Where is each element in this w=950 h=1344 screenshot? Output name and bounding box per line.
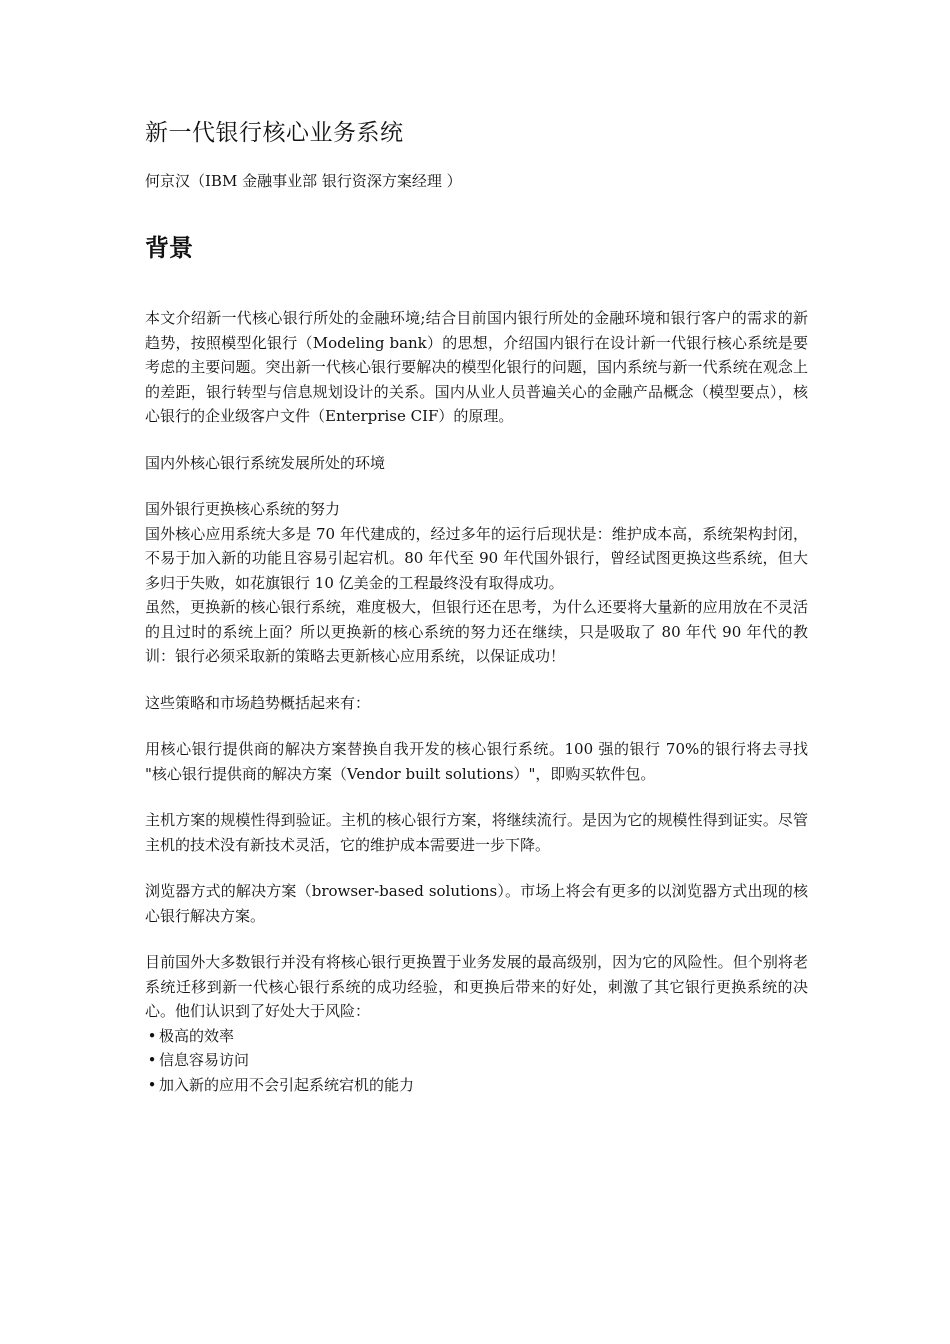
spacer bbox=[145, 857, 808, 879]
foreign-efforts-subheading: 国外银行更换核心系统的努力 bbox=[145, 500, 341, 518]
list-item-text: 信息容易访问 bbox=[159, 1051, 250, 1069]
strategy-paragraph-1: 用核心银行提供商的解决方案替换自我开发的核心银行系统。100 强的银行 70%的银行将去寻找 "核心银行提供商的解决方案（Vendor built solutions）"，即购买软件包。 bbox=[145, 740, 808, 783]
list-item-text: 极高的效率 bbox=[159, 1026, 235, 1045]
strategy-paragraph-2: 主机方案的规模性得到验证。主机的核心银行方案，将继续流行。是因为它的规模性得到证实。尽管主机的技术没有新技术灵活，它的维护成本需要进一步下降。 bbox=[145, 811, 808, 854]
risk-paragraph: 目前国外大多数银行并没有将核心银行更换置于业务发展的最高级别，因为它的风险性。但个别将老系统迁移到新一代核心银行系统的成功经验，和更换后带来的好处，刺激了其它银行更换系统的决心。他们认识到了好处大于风险： bbox=[145, 953, 808, 1020]
list-item-text: 加入新的应用不会引起系统宕机的能力 bbox=[159, 1075, 415, 1094]
spacer bbox=[145, 475, 808, 497]
strategies-intro: 这些策略和市场趋势概括起来有： bbox=[145, 693, 371, 712]
document-title: 新一代银行核心业务系统 bbox=[145, 120, 404, 146]
environment-subheading: 国内外核心银行系统发展所处的环境 bbox=[145, 453, 386, 472]
author-line: 何京汉（IBM 金融事业部 银行资深方案经理 ） bbox=[145, 172, 462, 190]
strategy-paragraph-3: 浏览器方式的解决方案（browser-based solutions）。市场上将会有更多的以浏览器方式出现的核心银行解决方案。 bbox=[145, 882, 808, 925]
bullet-marker: • bbox=[147, 1051, 157, 1069]
list-item bbox=[145, 1024, 808, 1049]
section-heading: 背景 bbox=[145, 234, 193, 262]
document-page bbox=[145, 118, 808, 1097]
spacer bbox=[145, 429, 808, 451]
spacer bbox=[145, 928, 808, 950]
list-item bbox=[145, 1073, 808, 1098]
spacer bbox=[145, 715, 808, 737]
list-item bbox=[145, 1048, 808, 1073]
foreign-efforts-paragraph-1: 国外核心应用系统大多是 70 年代建成的，经过多年的运行后现状是：维护成本高，系统架构封闭，不易于加入新的功能且容易引起宕机。80 年代至 90 年代国外银行，曾经试图更换这些系统，但大多归于失败，如花旗银行 10 亿美金的工程最终没有取得成功。 bbox=[145, 524, 808, 592]
benefits-list bbox=[145, 1024, 808, 1098]
bullet-marker: • bbox=[147, 1075, 157, 1094]
intro-paragraph: 本文介绍新一代核心银行所处的金融环境;结合目前国内银行所处的金融环境和银行客户的需求的新趋势，按照模型化银行（Modeling bank）的思想，介绍国内银行在设计新一代银行核心系统是要考虑的主要问题。突出新一代核心银行要解决的模型化银行的问题，国内系统与新一代系统在观念上的差距，银行转型与信息规划设计的关系。国内从业人员普遍关心的金融产品概念（模型要点），核心银行的企业级客户文件（Enterprise CIF）的原理。 bbox=[145, 309, 808, 425]
spacer bbox=[145, 669, 808, 691]
foreign-efforts-paragraph-2: 虽然，更换新的核心银行系统，难度极大，但银行还在思考，为什么还要将大量新的应用放在不灵活的且过时的系统上面？所以更换新的核心系统的努力还在继续，只是吸取了 80 年代 90 年代的教训：银行必须采取新的策略去更新核心应用系统，以保证成功！ bbox=[145, 598, 808, 665]
spacer bbox=[145, 786, 808, 808]
bullet-marker: • bbox=[147, 1026, 157, 1045]
